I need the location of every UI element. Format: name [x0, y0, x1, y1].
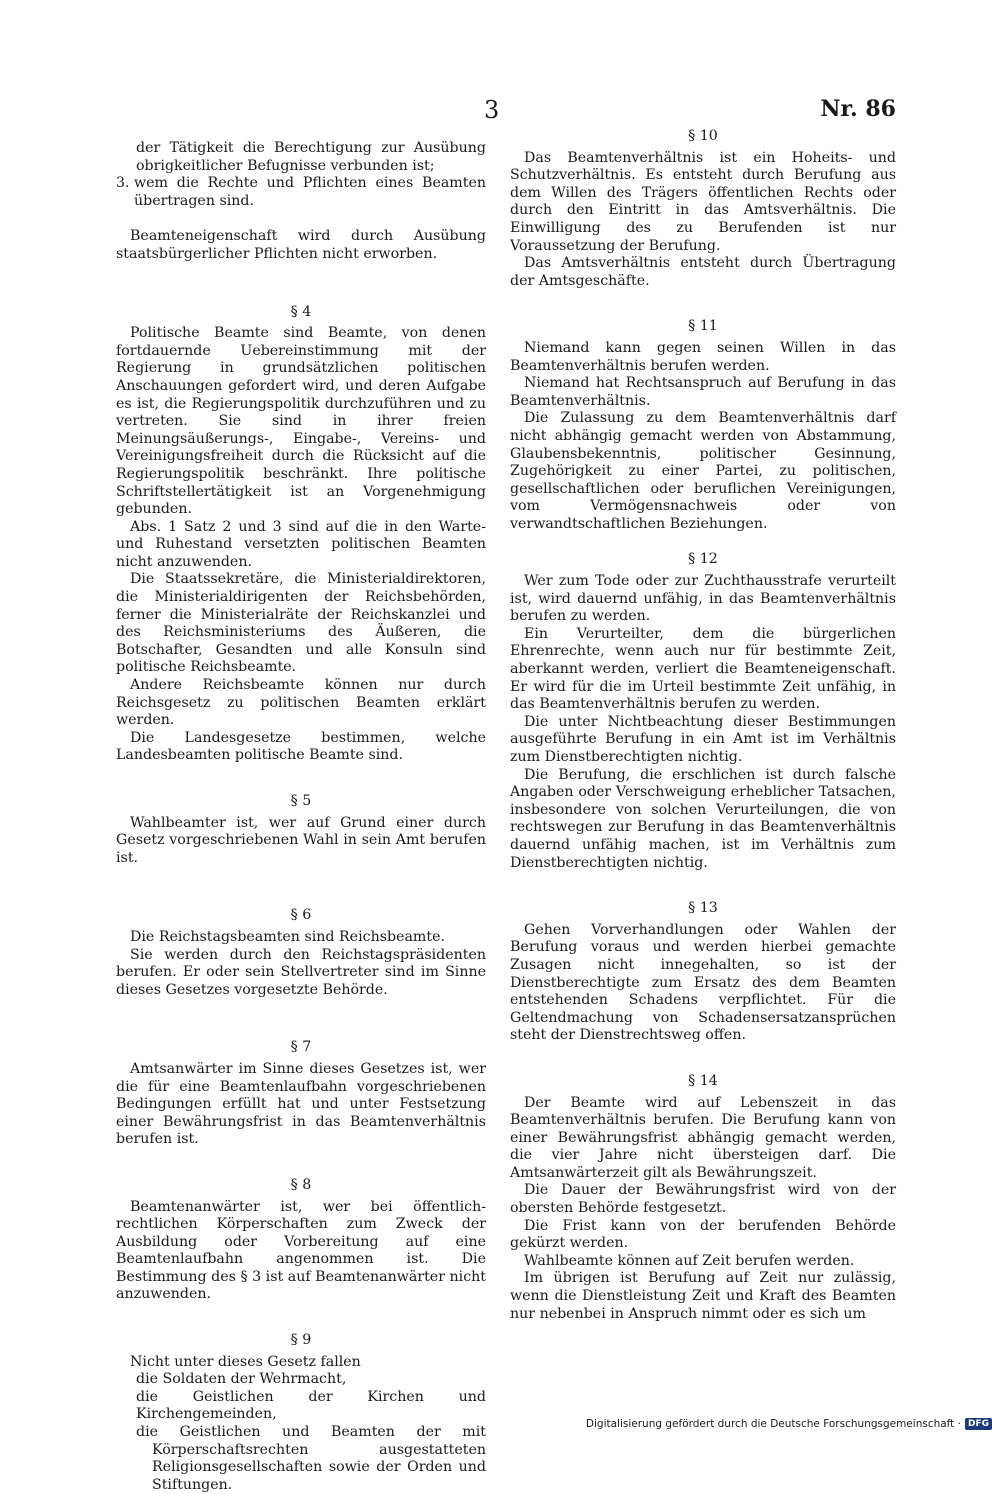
- section-heading: § 9: [290, 1332, 312, 1349]
- paragraph: Das Amtsverhältnis entsteht durch Übertragung der Amtsgeschäfte.: [510, 255, 896, 289]
- footer-credit: Digitalisierung gefördert durch die Deutsche Forschungsgemeinschaft ·: [585, 1418, 961, 1430]
- paragraph: Die Reichstagsbeamten sind Reichsbeamte.: [130, 928, 445, 945]
- paragraph: Die Staatssekretäre, die Ministerialdirektoren, die Ministerialdirigenten der Reichsbehörden, ferner die Ministerialräte der Reichskanzlei und des Reichsministeriums des Äußeren, die Botschafter, Gesandten und alle Konsuln sind politische Reichsbeamte.: [116, 571, 486, 676]
- section-heading: § 8: [290, 1176, 312, 1193]
- paragraph: Gehen Vorverhandlungen oder Wahlen der Berufung voraus und werden hierbei gemachte Zusagen nicht innegehalten, so ist der Dienstberechtigte zum Ersatz des dem Beamten entstehenden Schadens verpflichtet. Für die Geltendmachung von Schadensersatzansprüchen steht der Dienstrechtsweg offen.: [510, 921, 896, 1044]
- section-heading: § 11: [688, 318, 718, 335]
- paragraph: Beamteneigenschaft wird durch Ausübung staatsbürgerlicher Pflichten nicht erworben.: [116, 228, 486, 262]
- list-item: [116, 175, 486, 210]
- dfg-logo: DFG: [965, 1418, 992, 1430]
- left-column: [116, 140, 486, 1494]
- paragraph: Das Beamtenverhältnis ist ein Hoheits- und Schutzverhältnis. Es entsteht durch Berufung aus dem Willen des Trägers öffentlichen Rechts oder durch den Eintritt in das Amtsverhältnis. Die Einwilligung des zu Berufenden ist nur Voraussetzung der Berufung.: [510, 149, 896, 254]
- section-heading: § 12: [688, 551, 718, 568]
- paragraph: Der Beamte wird auf Lebenszeit in das Beamtenverhältnis berufen. Die Berufung kann von einer Bewährungsfrist abhängig gemacht werden, die vier Jahre nicht übersteigen darf. Die Amtsanwärterzeit gilt als Bewährungszeit.: [510, 1094, 896, 1181]
- paragraph: Wer zum Tode oder zur Zuchthausstrafe verurteilt ist, wird dauernd unfähig, in das Beamtenverhältnis berufen zu werden.: [510, 573, 896, 625]
- paragraph: Andere Reichsbeamte können nur durch Reichsgesetz zu politischen Beamten erklärt werden.: [116, 677, 486, 729]
- item-number: 3.: [116, 175, 130, 192]
- section-heading: § 6: [290, 907, 312, 924]
- section-heading: § 14: [688, 1072, 718, 1089]
- section-heading: § 4: [290, 303, 312, 320]
- paragraph: der Tätigkeit die Berechtigung zur Ausübung obrigkeitlicher Befugnisse verbunden ist;: [136, 140, 486, 174]
- paragraph: Die Zulassung zu dem Beamtenverhältnis darf nicht abhängig gemacht werden von Abstammung, Glaubensbekenntnis, politischer Gesinnung, Zugehörigkeit zu einer Partei, zu politischen, gesellschaftlichen oder beruflichen Vereinigungen, vom Vermögensnachweis oder von verwandtschaftlichen Beziehungen.: [510, 410, 896, 532]
- paragraph: Wahlbeamte können auf Zeit berufen werden.: [524, 1252, 855, 1269]
- page-number: 3: [484, 96, 500, 124]
- section-heading: § 10: [688, 128, 718, 144]
- issue-number: Nr. 86: [820, 96, 896, 122]
- section-heading: § 5: [290, 793, 312, 809]
- paragraph: Politische Beamte sind Beamte, von denen fortdauernde Uebereinstimmung mit der Regierung in grundsätzlichen politischen Anschauungen gefordert wird, und deren Aufgabe es ist, die Regierungspolitik durchzuführen und zu vertreten. Sie sind in ihrer freien Meinungsäußerungs-, Eingabe-, Vereins- und Vereinigungsfreiheit durch die Rücksicht auf die Regierungspolitik beschränkt. Ihre politische Schriftstellertätigkeit ist an Vorgenehmigung gebunden.: [116, 325, 486, 518]
- paragraph: Die Dauer der Bewährungsfrist wird von der obersten Behörde festgesetzt.: [510, 1182, 896, 1217]
- paragraph: Ein Verurteilter, dem die bürgerlichen Ehrenrechte, wenn auch nur für bestimmte Zeit, aberkannt werden, verliert die Beamteneigenschaft. Er wird für die im Urteil bestimmte Zeit unfähig, in das Beamtenverhältnis berufen zu werden.: [510, 625, 896, 713]
- section-heading: § 13: [688, 900, 718, 917]
- paragraph: Sie werden durch den Reichstagspräsidenten berufen. Er oder sein Stellvertreter sind im Sinne dieses Gesetzes vorgesetzte Behörde.: [116, 946, 486, 998]
- paragraph: Die Frist kann von der berufenden Behörde gekürzt werden.: [510, 1217, 896, 1252]
- paragraph: Im übrigen ist Berufung auf Zeit nur zulässig, wenn die Dienstleistung Zeit und Kraft des Beamten nur nebenbei in Anspruch nimmt oder es sich um: [510, 1270, 896, 1322]
- paragraph: Abs. 1 Satz 2 und 3 sind auf die in den Warte- und Ruhestand versetzten politischen Beamten nicht anzuwenden.: [116, 518, 486, 570]
- item-text: wem die Rechte und Pflichten eines Beamten übertragen sind.: [134, 175, 486, 209]
- list-item: die Geistlichen und Beamten der mit Körperschaftsrechten ausgestatteten Religionsgesellschaften sowie der Orden und Stiftungen.: [136, 1424, 486, 1493]
- list-item: die Geistlichen der Kirchen und Kirchengemeinden,: [136, 1388, 486, 1423]
- paragraph: Die Berufung, die erschlichen ist durch falsche Angaben oder Verschweigung erheblicher Tatsachen, insbesondere von solchen Verurteilungen, die von rechtswegen zur Berufung in das Beamtenverhältnis dauernd unfähig machen, ist im Verhältnis zum Dienstberechtigten nichtig.: [510, 766, 896, 871]
- paragraph: Niemand hat Rechtsanspruch auf Berufung in das Beamtenverhältnis.: [510, 375, 896, 409]
- section-heading: § 7: [290, 1039, 312, 1056]
- right-column: [510, 128, 896, 1323]
- paragraph: Nicht unter dieses Gesetz fallen: [130, 1353, 361, 1370]
- paragraph: Die Landesgesetze bestimmen, welche Landesbeamten politische Beamte sind.: [116, 729, 486, 764]
- paragraph: Die unter Nichtbeachtung dieser Bestimmungen ausgeführte Berufung in ein Amt ist im Verhältnis zum Dienstberechtigten nichtig.: [510, 713, 896, 765]
- paragraph: Amtsanwärter im Sinne dieses Gesetzes ist, wer die für eine Beamtenlaufbahn vorgeschriebenen Bedingungen erfüllt hat und unter Festsetzung einer Bewährungsfrist in das Beamtenverhältnis berufen ist.: [116, 1060, 486, 1148]
- paragraph: Beamtenanwärter ist, wer bei öffentlich-rechtlichen Körperschaften zum Zweck der Ausbildung oder Vorbereitung auf eine Beamtenlaufbahn angenommen ist. Die Bestimmung des § 3 ist auf Beamtenanwärter nicht anzuwenden.: [116, 1198, 486, 1303]
- footer: [586, 1418, 992, 1430]
- paragraph: Wahlbeamter ist, wer auf Grund einer durch Gesetz vorgeschriebenen Wahl in sein Amt berufen ist.: [116, 814, 486, 866]
- paragraph: Niemand kann gegen seinen Willen in das Beamtenverhältnis berufen werden.: [510, 339, 896, 374]
- list-item: die Soldaten der Wehrmacht,: [136, 1371, 347, 1388]
